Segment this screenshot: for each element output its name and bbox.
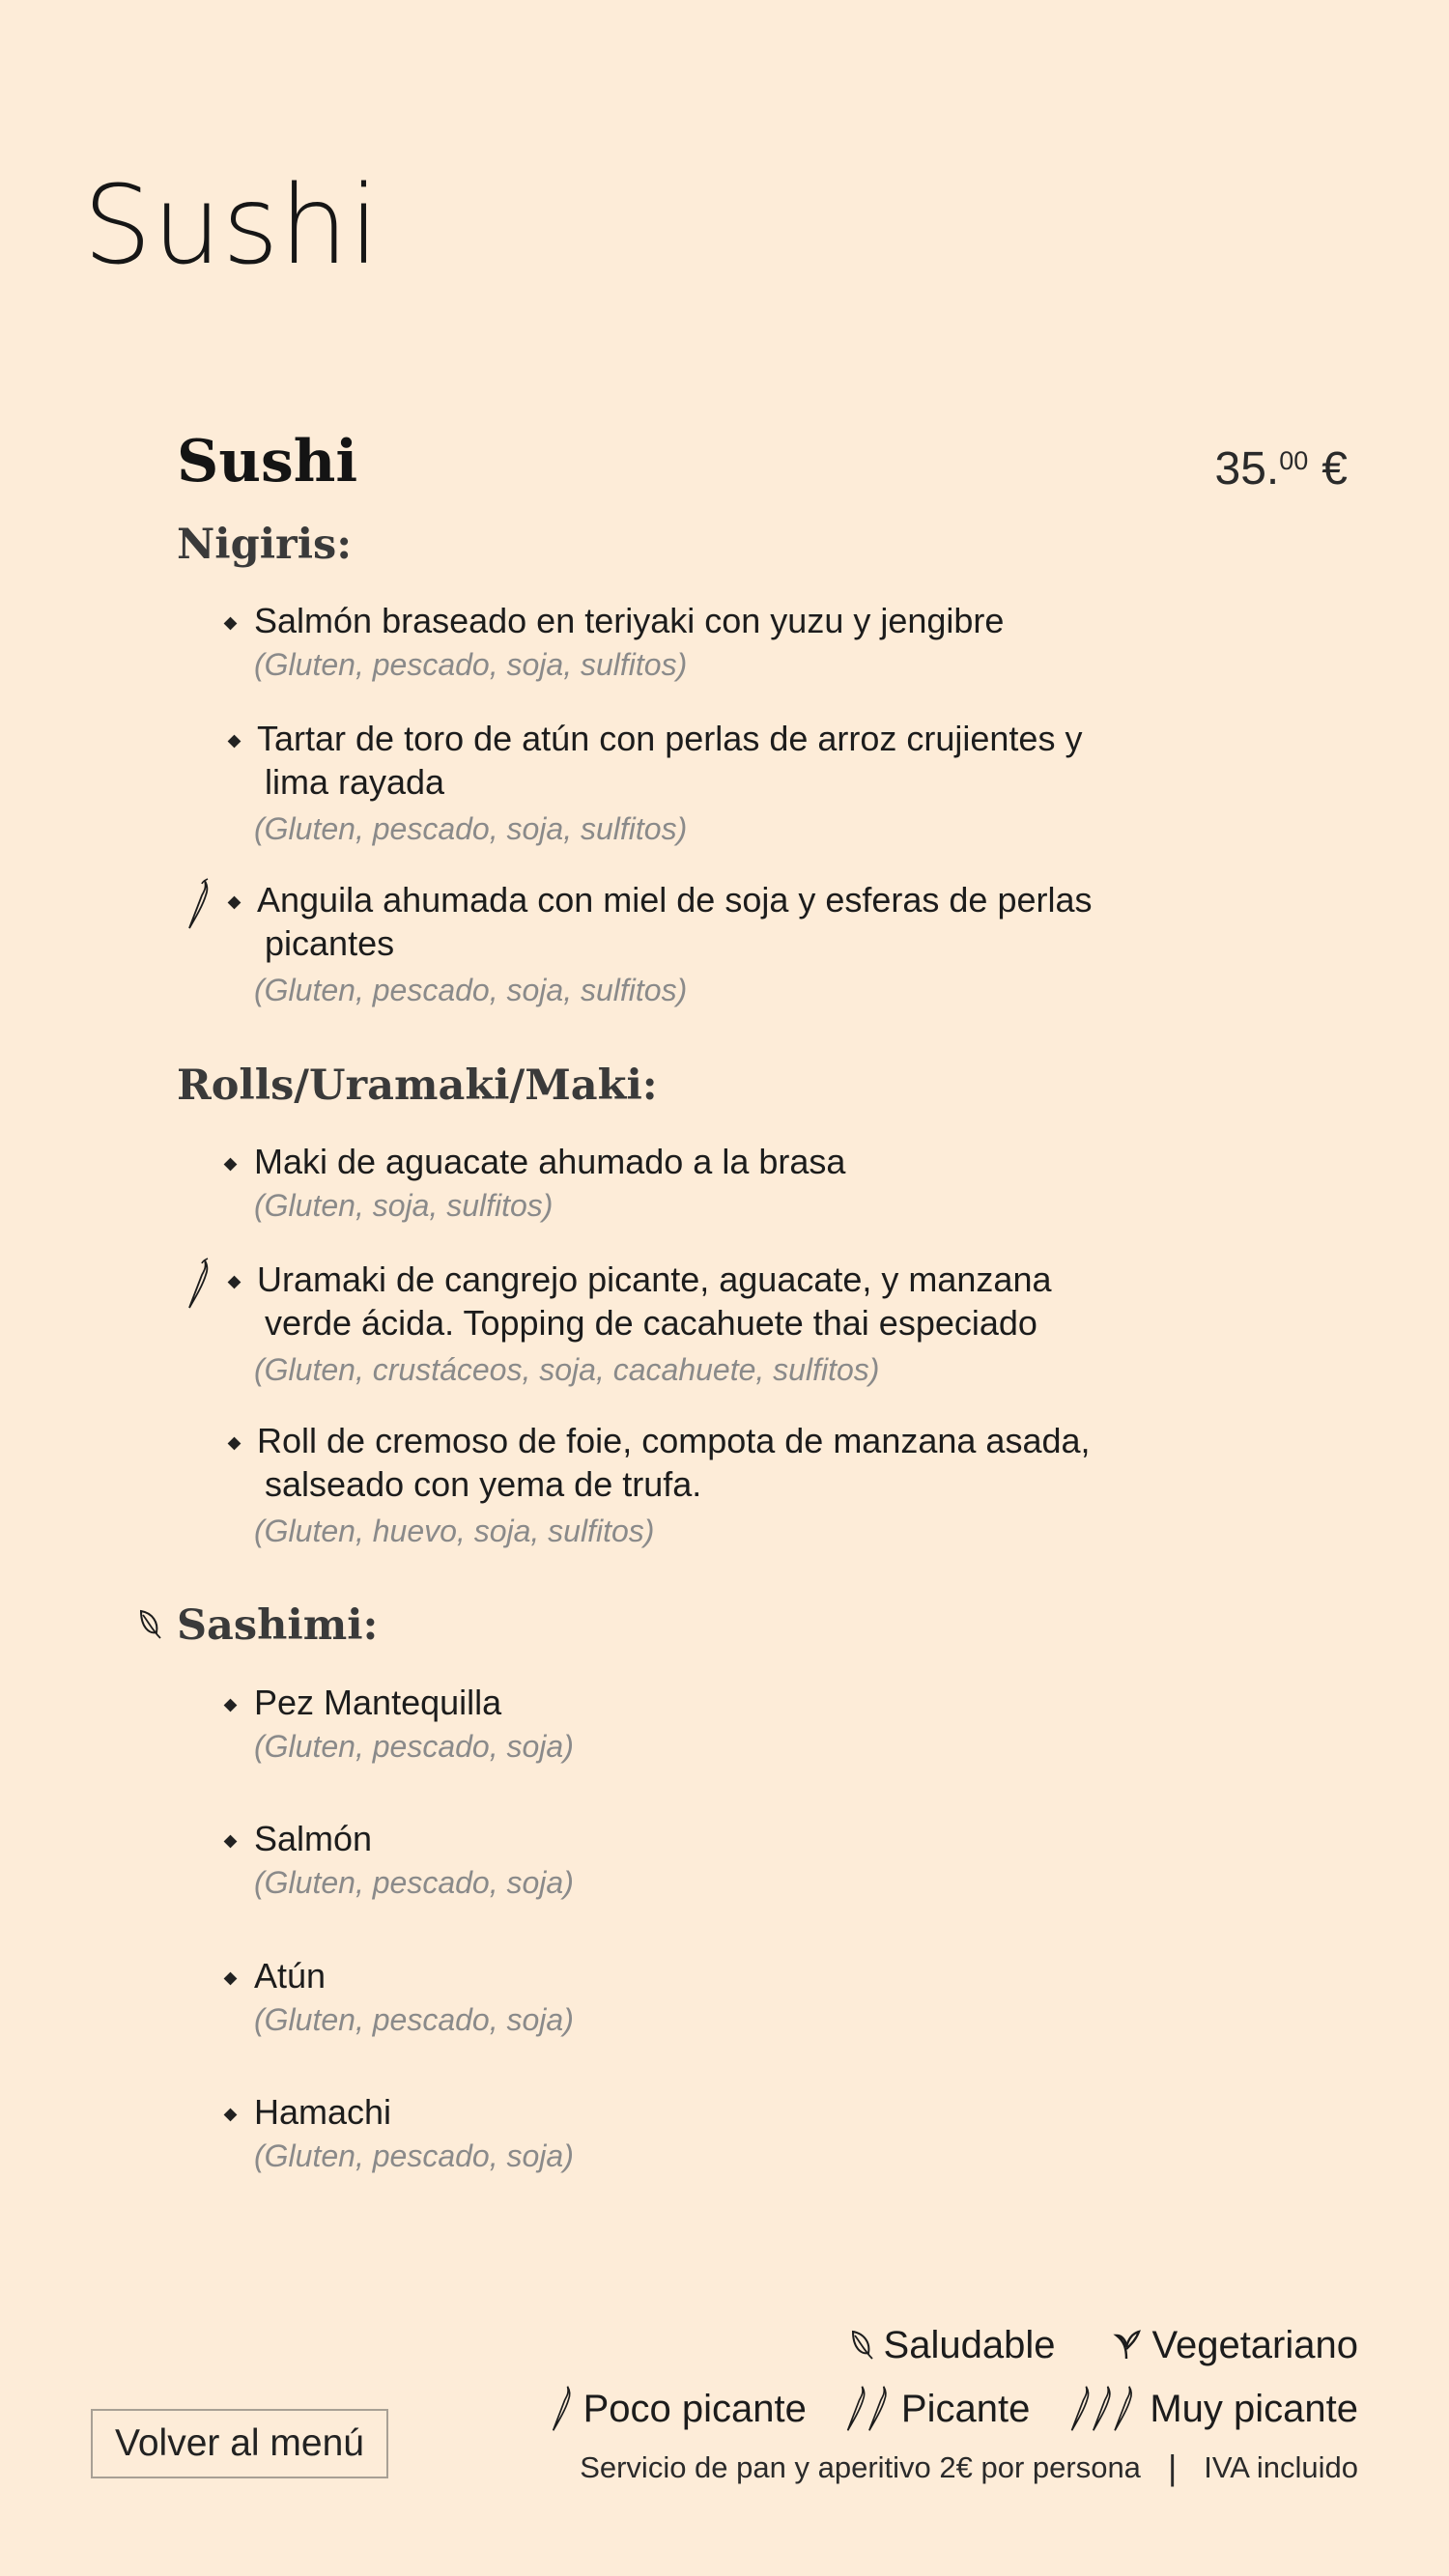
vat-note: IVA incluido (1204, 2450, 1358, 2484)
item-name: Uramaki de cangrejo picante, aguacate, y manzana verde ácida. Topping de cacahuete thai especiado (257, 1260, 1052, 1343)
item-name: Salmón (254, 1819, 373, 1858)
leaf-icon (135, 1607, 162, 1642)
rolls-title: Rolls/Uramaki/Maki: (177, 1062, 658, 1110)
item-allergens: (Gluten, huevo, soja, sulfitos) (254, 1514, 655, 1548)
item-allergens: (Gluten, pescado, soja, sulfitos) (254, 973, 688, 1007)
item-allergens: (Gluten, pescado, soja, sulfitos) (254, 811, 688, 846)
item-name: Atún (254, 1956, 327, 1996)
legend-row-2 (549, 2384, 1358, 2434)
item-name: Salmón braseado en teriyaki con yuzu y jengibre (254, 601, 1005, 640)
chili-icon (549, 2384, 574, 2434)
item-allergens: (Gluten, pescado, soja) (254, 2138, 574, 2173)
separator: | (1167, 2448, 1178, 2487)
price-decimals: 00 (1279, 446, 1309, 475)
item-allergens: (Gluten, pescado, soja) (254, 1729, 574, 1764)
price-main: 35. (1214, 443, 1280, 495)
chili-icon (185, 878, 211, 932)
bullet (224, 1158, 238, 1172)
item-allergens: (Gluten, pescado, soja) (254, 1865, 574, 1900)
item-name: Maki de aguacate ahumado a la brasa (254, 1142, 846, 1181)
bullet (224, 2109, 238, 2122)
bullet (224, 1972, 238, 1986)
legend-note (580, 2448, 1358, 2488)
legend-vegetarian: Vegetariano (1151, 2324, 1358, 2366)
item-allergens: (Gluten, soja, sulfitos) (254, 1188, 554, 1223)
price-currency: € (1321, 443, 1348, 495)
section-title: Sushi (177, 428, 358, 495)
bullet (224, 617, 238, 631)
item-name: Tartar de toro de atún con perlas de arroz crujientes y lima rayada (257, 719, 1083, 802)
legend-very-spicy: Muy picante (1150, 2388, 1358, 2430)
item-name: Roll de cremoso de foie, compota de manzana asada, salseado con yema de trufa. (257, 1421, 1091, 1504)
bullet (228, 1276, 242, 1289)
item-allergens: (Gluten, crustáceos, soja, cacahuete, sulfitos) (254, 1352, 880, 1387)
bullet (228, 735, 242, 749)
item-name: Anguila ahumada con miel de soja y esferas de perlas picantes (257, 880, 1093, 963)
price (1214, 443, 1348, 495)
sprout-icon (1113, 2328, 1142, 2363)
chili-icon (1066, 2384, 1140, 2434)
bullet (228, 896, 242, 910)
legend-row-1 (847, 2326, 1358, 2364)
sashimi-title: Sashimi: (177, 1601, 379, 1650)
item-allergens: (Gluten, pescado, soja) (254, 2002, 574, 2037)
bullet (228, 1437, 242, 1451)
service-note: Servicio de pan y aperitivo 2€ por persona (580, 2450, 1141, 2484)
chili-icon (185, 1258, 211, 1312)
chili-icon (843, 2384, 892, 2434)
page-title: Sushi (83, 163, 381, 289)
item-allergens: (Gluten, pescado, soja, sulfitos) (254, 647, 688, 682)
item-name: Pez Mantequilla (254, 1683, 502, 1722)
legend-healthy: Saludable (883, 2324, 1056, 2366)
item-name: Hamachi (254, 2092, 392, 2132)
legend-spicy: Picante (900, 2388, 1031, 2430)
bullet (224, 1835, 238, 1849)
bullet (224, 1699, 238, 1713)
leaf-icon (847, 2328, 874, 2363)
nigiris-title: Nigiris: (177, 521, 353, 569)
legend-mild: Poco picante (582, 2388, 807, 2430)
back-to-menu-button[interactable]: Volver al menú (91, 2409, 388, 2478)
